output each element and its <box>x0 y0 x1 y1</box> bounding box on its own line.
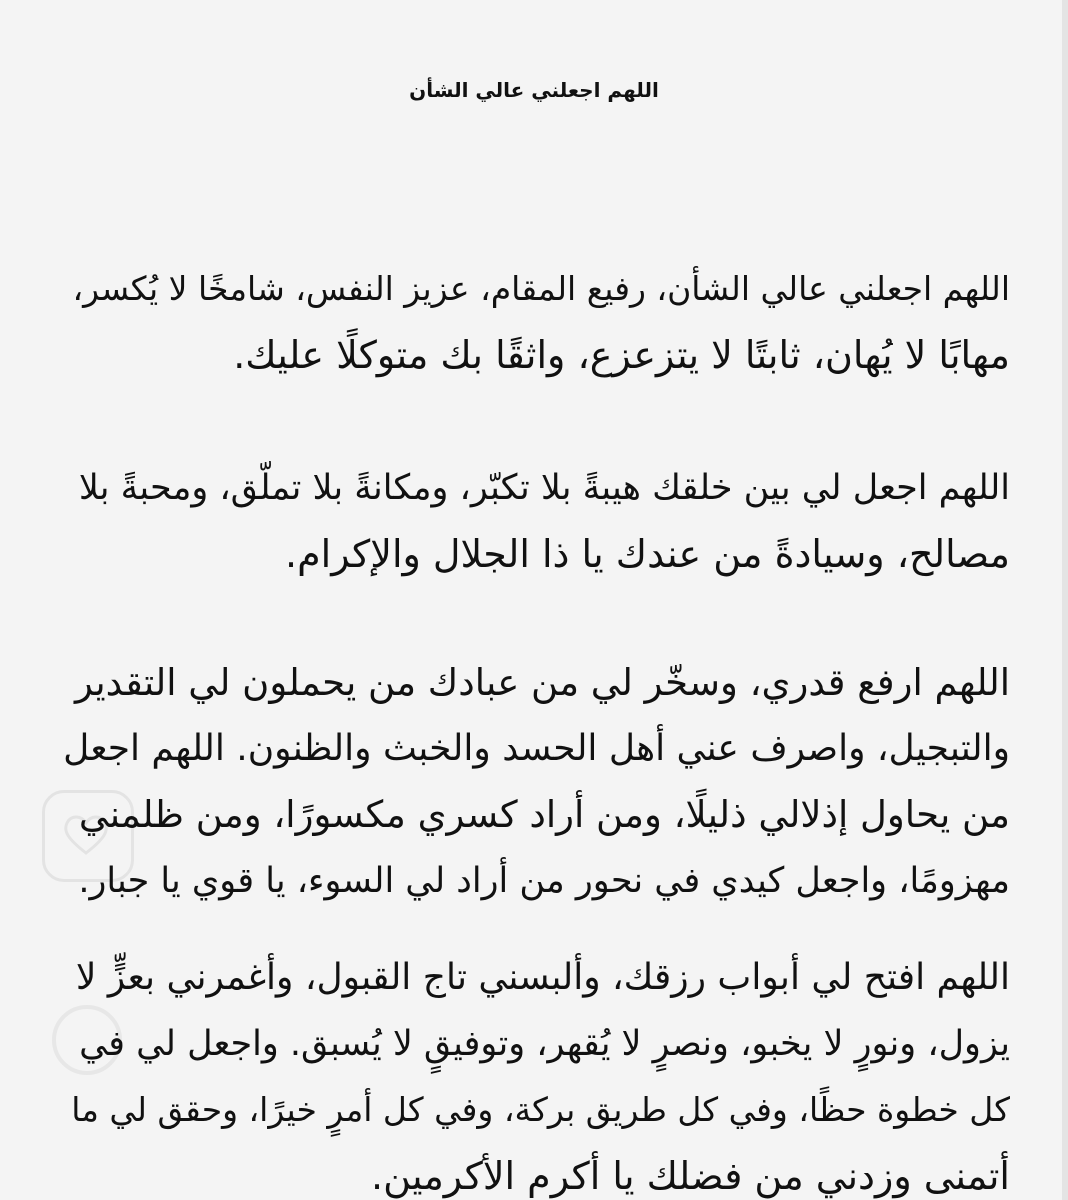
paragraph-line: والتبجيل، واصرف عني أهل الحسد والخبث والظنون. اللهم اجعل <box>63 728 1010 769</box>
page-title: اللهم اجعلني عالي الشأن <box>409 78 659 102</box>
paragraph-line: أتمنى وزدني من فضلك يا أكرم الأكرمين. <box>370 1154 1010 1198</box>
page-edge <box>1062 0 1068 1200</box>
paragraph-line: اللهم ارفع قدري، وسخّر لي من عبادك من يحملون لي التقدير <box>74 661 1010 704</box>
paragraph-line: اللهم اجعلني عالي الشأن، رفيع المقام، عزيز النفس، شامخًا لا يُكسر، <box>72 269 1010 308</box>
paragraph-2 <box>60 455 1010 587</box>
paragraph-line: مصالح، وسيادةً من عندك يا ذا الجلال والإكرام. <box>285 532 1010 576</box>
paragraph-line: من يحاول إذلالي ذليلًا، ومن أراد كسري مكسورًا، ومن ظلمني <box>78 793 1010 836</box>
paragraph-line: اللهم اجعل لي بين خلقك هيبةً بلا تكبّر، ومكانةً بلا تملّق، ومحبةً بلا <box>78 468 1010 508</box>
paragraph-line: مهابًا لا يُهان، ثابتًا لا يتزعزع، واثقًا بك متوكلًا عليك. <box>233 333 1010 377</box>
paragraph-line: يزول، ونورٍ لا يخبو، ونصرٍ لا يُقهر، وتوفيقٍ لا يُسبق. واجعل لي في <box>79 1024 1010 1064</box>
paragraph-line: اللهم افتح لي أبواب رزقك، وألبسني تاج القبول، وأغمرني بعزٍّ لا <box>75 957 1010 998</box>
paragraph-3 <box>60 650 1010 914</box>
paragraph-1 <box>60 256 1010 388</box>
paragraph-line: مهزومًا، واجعل كيدي في نحور من أراد لي السوء، يا قوي يا جبار. <box>78 861 1010 901</box>
paragraph-4 <box>60 945 1010 1200</box>
paragraph-line: كل خطوة حظًا، وفي كل طريق بركة، وفي كل أمرٍ خيرًا، وحقق لي ما <box>71 1090 1010 1129</box>
